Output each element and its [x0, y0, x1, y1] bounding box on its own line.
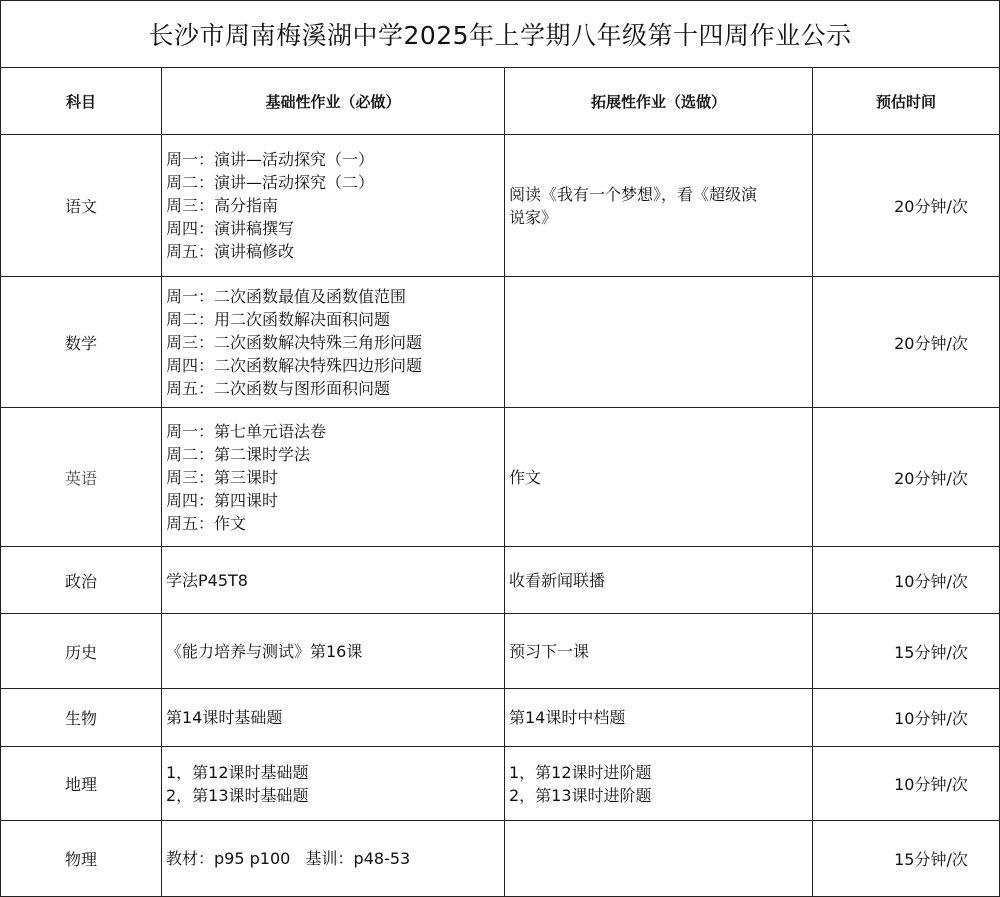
extended-line: 1，第12课时进阶题: [509, 762, 652, 782]
subject-cell: 生物: [1, 689, 162, 747]
basic-line: 周三：第三课时: [166, 467, 279, 487]
extended-cell: [505, 135, 813, 277]
basic-line: 周四：第四课时: [166, 490, 279, 510]
extended-cell: [505, 614, 813, 689]
header-subject: 科目: [1, 68, 162, 135]
title-row: [1, 1, 1000, 68]
table-row: [1, 614, 1000, 689]
time-cell: 15分钟/次: [813, 821, 1000, 897]
basic-line: 周五：演讲稿修改: [166, 242, 295, 261]
extended-line: 第14课时中档题: [509, 708, 626, 727]
basic-line: 周五：二次函数与图形面积问题: [166, 378, 391, 398]
basic-line: 周一：二次函数最值及函数值范围: [166, 286, 407, 306]
header-basic: 基础性作业（必做）: [162, 68, 505, 135]
basic-line: 周五：作文: [166, 513, 247, 533]
basic-cell: [162, 614, 505, 689]
extended-line: 阅读《我有一个梦想》，看《超级演: [509, 184, 758, 204]
subject-cell: 语文: [1, 135, 162, 277]
subject-cell: 历史: [1, 614, 162, 689]
table-row: [1, 547, 1000, 614]
basic-line: 周二：第二课时学法: [166, 444, 311, 464]
time-cell: 15分钟/次: [813, 614, 1000, 689]
subject-cell: 物理: [1, 821, 162, 897]
extended-line: 作文: [509, 467, 542, 487]
basic-line: 周一：演讲—活动探究（一）: [166, 150, 375, 169]
page-title: 长沙市周南梅溪湖中学2025年上学期八年级第十四周作业公示: [1, 1, 1000, 68]
subject-cell: 地理: [1, 747, 162, 821]
table-row: [1, 821, 1000, 897]
basic-line: 2，第13课时基础题: [166, 785, 309, 805]
basic-line: 周二：用二次函数解决面积问题: [166, 309, 391, 329]
header-row: [1, 68, 1000, 135]
table-row: [1, 135, 1000, 277]
basic-cell: [162, 689, 505, 747]
extended-cell: [505, 277, 813, 408]
basic-line: 周三：二次函数解决特殊三角形问题: [166, 332, 423, 352]
extended-line: 2，第13课时进阶题: [509, 785, 652, 805]
header-extended: 拓展性作业（选做）: [505, 68, 813, 135]
basic-line: 周一：第七单元语法卷: [166, 421, 327, 441]
subject-cell: 英语: [1, 408, 162, 547]
basic-cell: [162, 277, 505, 408]
basic-line: 周四：二次函数解决特殊四边形问题: [166, 355, 423, 375]
basic-cell: [162, 747, 505, 821]
basic-cell: [162, 547, 505, 614]
time-cell: 10分钟/次: [813, 747, 1000, 821]
basic-line: 第14课时基础题: [166, 708, 283, 727]
basic-cell: [162, 135, 505, 277]
extended-cell: [505, 821, 813, 897]
extended-line: 说家》: [509, 207, 558, 227]
header-time: 预估时间: [813, 68, 1000, 135]
table-row: [1, 277, 1000, 408]
time-cell: 10分钟/次: [813, 689, 1000, 747]
extended-line: 预习下一课: [509, 641, 590, 661]
extended-cell: [505, 747, 813, 821]
time-cell: 20分钟/次: [813, 277, 1000, 408]
basic-line: 周三：高分指南: [166, 196, 279, 215]
extended-cell: [505, 547, 813, 614]
subject-cell: 数学: [1, 277, 162, 408]
basic-cell: [162, 821, 505, 897]
basic-line: 学法P45T8: [166, 570, 248, 590]
table-row: [1, 747, 1000, 821]
basic-cell: [162, 408, 505, 547]
time-cell: 10分钟/次: [813, 547, 1000, 614]
basic-line: 1，第12课时基础题: [166, 762, 309, 782]
subject-cell: 政治: [1, 547, 162, 614]
basic-line: 周四：演讲稿撰写: [166, 219, 295, 238]
extended-cell: [505, 689, 813, 747]
time-cell: 20分钟/次: [813, 408, 1000, 547]
time-cell: 20分钟/次: [813, 135, 1000, 277]
extended-cell: [505, 408, 813, 547]
basic-line: 教材：p95 p100 基训：p48-53: [166, 849, 411, 868]
basic-line: 周二：演讲—活动探究（二）: [166, 173, 375, 192]
extended-line: 收看新闻联播: [509, 570, 606, 590]
table-row: [1, 689, 1000, 747]
basic-line: 《能力培养与测试》第16课: [166, 641, 363, 661]
table-row: [1, 408, 1000, 547]
